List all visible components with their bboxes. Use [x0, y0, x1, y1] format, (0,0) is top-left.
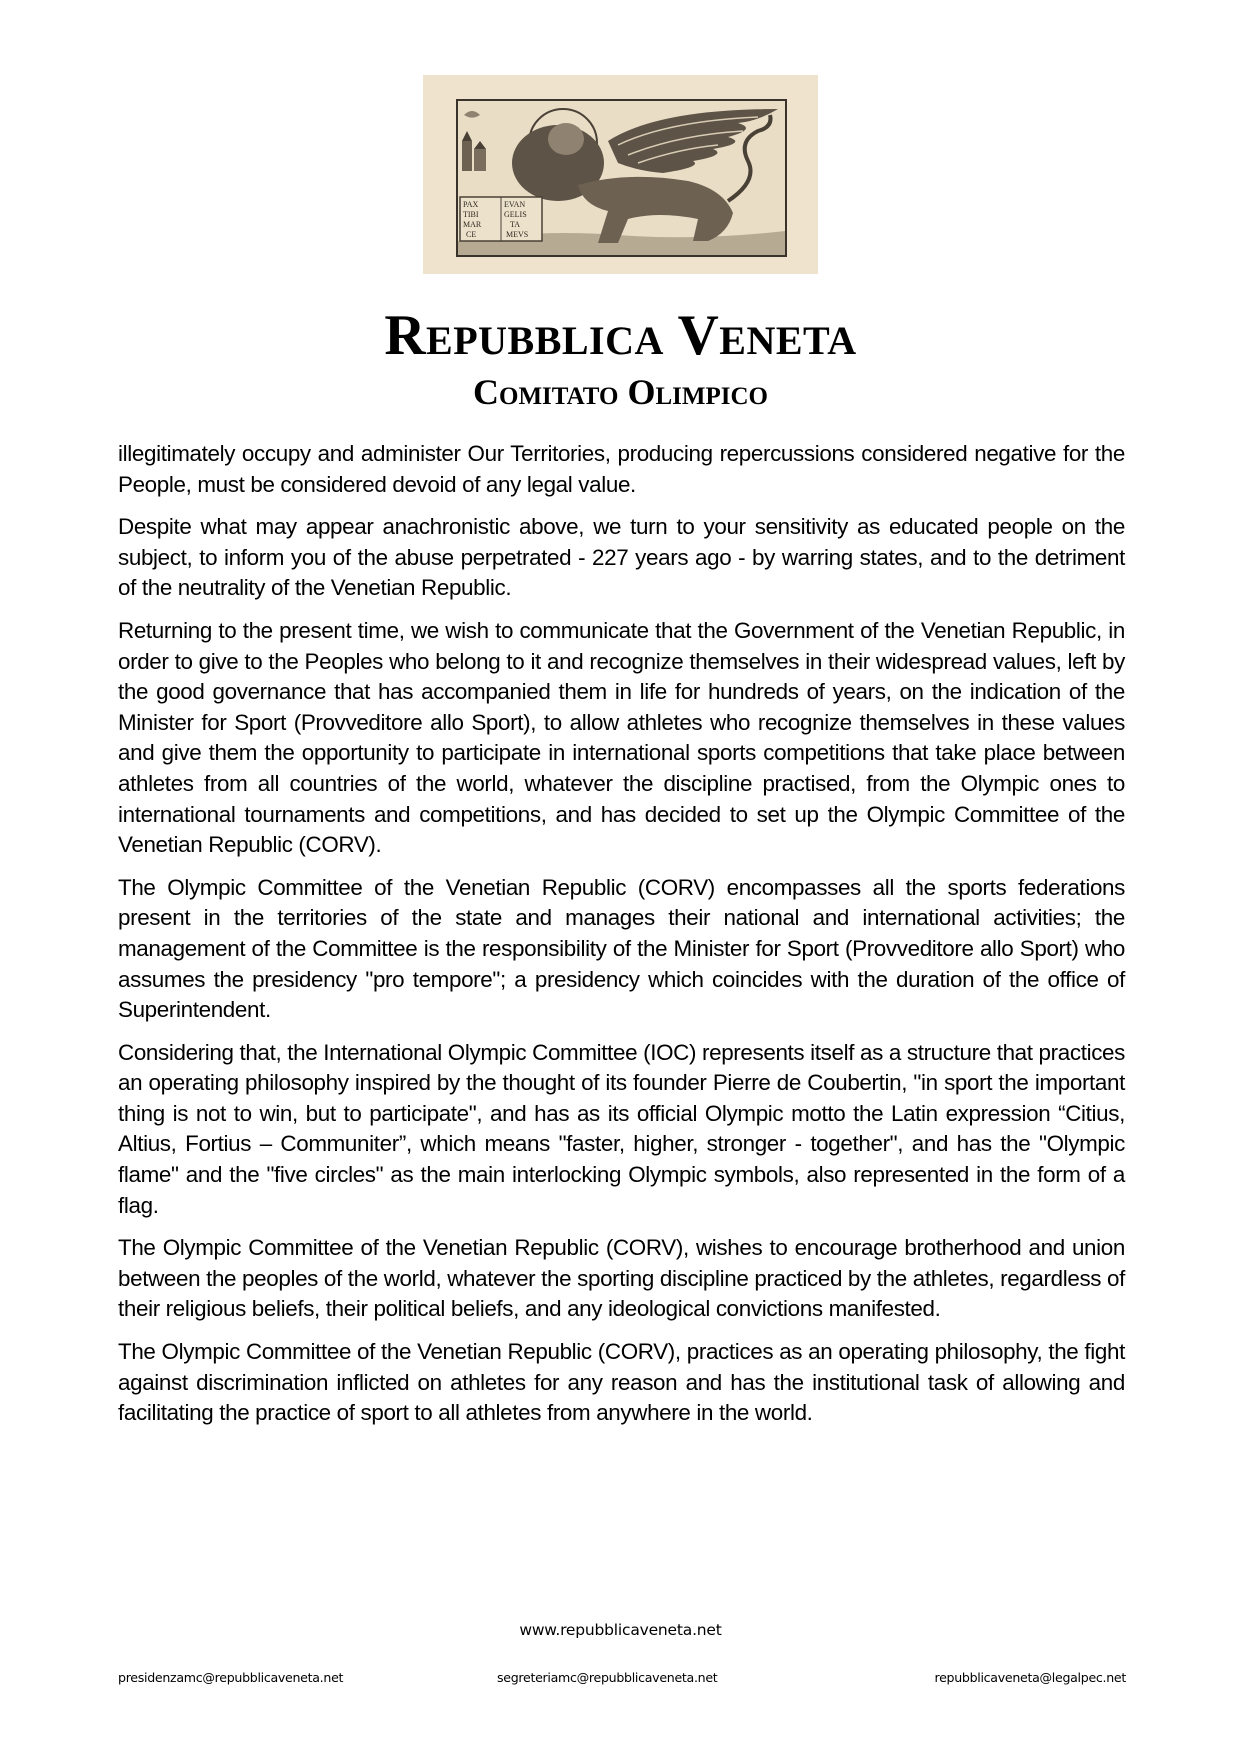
footer-website-link[interactable]: www.repubblicaveneta.net: [519, 1621, 722, 1639]
winged-lion-icon: [458, 101, 785, 255]
paragraph: Considering that, the International Olympic Committee (IOC) represents itself as a structure that practices an operating philosophy inspired by the thought of its founder Pierre de Coubertin, "in sport the important thing is not to win, but to participate", and has as its official Olympic motto the Latin expression “Citius, Altius, Fortius – Communiter”, which means "faster, higher, stronger - together", and has the "Olympic flame" and the "five circles" as the main interlocking Olympic symbols, also represented in the form of a flag.: [118, 1039, 1125, 1218]
paragraph: Despite what may appear anachronistic above, we turn to your sensitivity as educated people on the subject, to inform you of the abuse perpetrated - 227 years ago - by warring states, and to the detriment of the neutrality of the Venetian Republic.: [118, 514, 1125, 601]
footer-email-secretariat[interactable]: segreteriamc@repubblicaveneta.net: [497, 1670, 718, 1685]
page-subtitle: Comitato Olimpico: [473, 372, 768, 412]
paragraph: illegitimately occupy and administer Our Territories, producing repercussions considered negative for the People, must be considered devoid of any legal value.: [118, 441, 1125, 497]
page-title: Repubblica Veneta: [384, 304, 857, 367]
letter-body: [118, 439, 1125, 1441]
footer-email-presidency[interactable]: presidenzamc@repubblicaveneta.net: [118, 1670, 344, 1685]
paragraph: Returning to the present time, we wish to communicate that the Government of the Venetian Republic, in order to give to the Peoples who belong to it and recognize themselves in their widespread values, left by the good governance that has accompanied them in life for hundreds of years, on the indication of the Minister for Sport (Provveditore allo Sport), to allow athletes who recognize themselves in these values and give them the opportunity to participate in international sports competitions that take place between athletes from all countries of the world, whatever the discipline practised, from the Olympic ones to international tournaments and competitions, and has decided to set up the Olympic Committee of the Venetian Republic (CORV).: [118, 617, 1125, 858]
footer-email-legal[interactable]: repubblicaveneta@legalpec.net: [934, 1670, 1126, 1685]
svg-text:TA: TA: [510, 220, 521, 229]
lion-of-st-mark-emblem: [423, 75, 818, 274]
svg-text:TIBI: TIBI: [463, 210, 479, 219]
paragraph: The Olympic Committee of the Venetian Republic (CORV), wishes to encourage brotherhood and union between the peoples of the world, whatever the sporting discipline practiced by the athletes, regardless of their religious beliefs, their political beliefs, and any ideological convictions manifested.: [118, 1235, 1125, 1322]
paragraph: The Olympic Committee of the Venetian Republic (CORV) encompasses all the sports federations present in the territories of the state and manages their national and international activities; the management of the Committee is the responsibility of the Minister for Sport (Provveditore allo Sport) who assumes the presidency "pro tempore"; a presidency which coincides with the duration of the office of Superintendent.: [118, 874, 1125, 1023]
svg-text:GELIS: GELIS: [504, 210, 527, 219]
svg-text:CE: CE: [466, 230, 477, 239]
svg-text:MEVS: MEVS: [506, 230, 529, 239]
svg-text:MAR: MAR: [463, 220, 482, 229]
svg-text:EVAN: EVAN: [504, 200, 526, 209]
paragraph: The Olympic Committee of the Venetian Republic (CORV), practices as an operating philosophy, the fight against discrimination inflicted on athletes for any reason and has the institutional task of allowing and facilitating the practice of sport to all athletes from anywhere in the world.: [118, 1339, 1125, 1426]
svg-text:PAX: PAX: [463, 200, 479, 209]
engraving-frame: [456, 99, 787, 257]
